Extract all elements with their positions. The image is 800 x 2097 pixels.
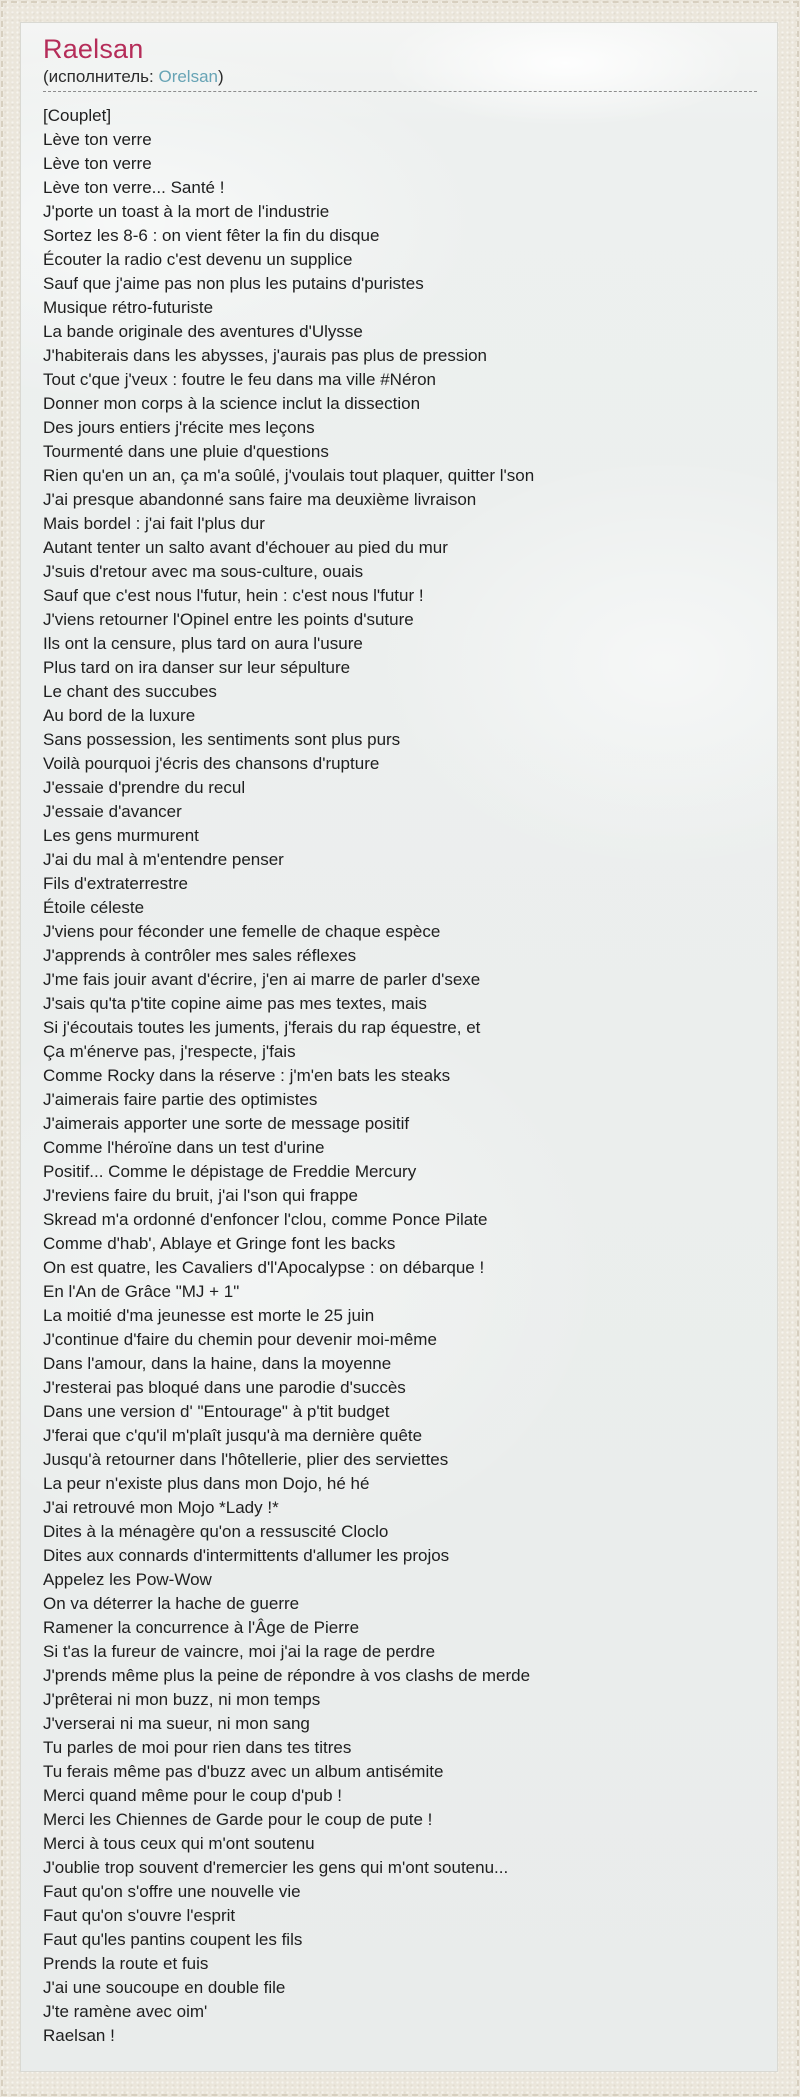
lyric-line: J'ai du mal à m'entendre penser xyxy=(43,850,284,869)
lyric-line: Prends la route et fuis xyxy=(43,1954,209,1973)
lyrics-block xyxy=(43,104,757,2048)
lyric-line: Autant tenter un salto avant d'échouer au pied du mur xyxy=(43,538,448,557)
lyric-line: Mais bordel : j'ai fait l'plus dur xyxy=(43,514,265,533)
performer-suffix: ) xyxy=(218,67,224,86)
lyric-line: J'essaie d'prendre du recul xyxy=(43,778,246,797)
lyric-line: Étoile céleste xyxy=(43,898,145,917)
lyric-line: J'ai retrouvé mon Mojo *Lady !* xyxy=(43,1498,279,1517)
lyric-line: J'suis d'retour avec ma sous-culture, ouais xyxy=(43,562,364,581)
lyric-line: Fils d'extraterrestre xyxy=(43,874,188,893)
lyric-line: J'aimerais apporter une sorte de message positif xyxy=(43,1114,410,1133)
lyric-line: Comme d'hab', Ablaye et Gringe font les backs xyxy=(43,1234,396,1253)
performer-prefix: (исполнитель: xyxy=(43,67,159,86)
lyric-line: Tout c'que j'veux : foutre le feu dans ma ville #Néron xyxy=(43,370,436,389)
lyric-line: J'prends même plus la peine de répondre à vos clashs de merde xyxy=(43,1666,531,1685)
lyric-line: Dans l'amour, dans la haine, dans la moyenne xyxy=(43,1354,392,1373)
lyric-line: Faut qu'les pantins coupent les fils xyxy=(43,1930,303,1949)
lyric-line: Comme Rocky dans la réserve : j'm'en bats les steaks xyxy=(43,1066,451,1085)
lyric-line: Tu parles de moi pour rien dans tes titres xyxy=(43,1738,352,1757)
content-panel xyxy=(20,22,778,2072)
lyric-line: Lève ton verre xyxy=(43,154,152,173)
lyric-line: Merci à tous ceux qui m'ont soutenu xyxy=(43,1834,315,1853)
lyric-line: J'me fais jouir avant d'écrire, j'en ai marre de parler d'sexe xyxy=(43,970,481,989)
lyric-line: Comme l'héroïne dans un test d'urine xyxy=(43,1138,325,1157)
lyric-line: J'reviens faire du bruit, j'ai l'son qui frappe xyxy=(43,1186,358,1205)
lyric-line: J'resterai pas bloqué dans une parodie d'succès xyxy=(43,1378,406,1397)
lyric-line: J'essaie d'avancer xyxy=(43,802,182,821)
lyric-line: Positif... Comme le dépistage de Freddie Mercury xyxy=(43,1162,417,1181)
lyric-line: Si j'écoutais toutes les juments, j'ferais du rap équestre, et xyxy=(43,1018,481,1037)
lyric-line: Musique rétro-futuriste xyxy=(43,298,214,317)
lyric-line: Appelez les Pow-Wow xyxy=(43,1570,212,1589)
lyric-line: Les gens murmurent xyxy=(43,826,199,845)
lyric-line: Sauf que j'aime pas non plus les putains d'puristes xyxy=(43,274,424,293)
lyric-line: J'ferai que c'qu'il m'plaît jusqu'à ma dernière quête xyxy=(43,1426,423,1445)
lyric-line: J'porte un toast à la mort de l'industrie xyxy=(43,202,330,221)
lyric-line: La moitié d'ma jeunesse est morte le 25 juin xyxy=(43,1306,375,1325)
lyric-line: J'aimerais faire partie des optimistes xyxy=(43,1090,318,1109)
lyric-line: Si t'as la fureur de vaincre, moi j'ai la rage de perdre xyxy=(43,1642,436,1661)
lyric-line: Faut qu'on s'offre une nouvelle vie xyxy=(43,1882,301,1901)
lyric-line: J'te ramène avec oim' xyxy=(43,2002,208,2021)
lyric-line: Lève ton verre xyxy=(43,130,152,149)
lyric-line: J'viens retourner l'Opinel entre les points d'suture xyxy=(43,610,414,629)
lyric-line: J'apprends à contrôler mes sales réflexes xyxy=(43,946,357,965)
lyric-line: Tourmenté dans une pluie d'questions xyxy=(43,442,329,461)
lyric-line: La peur n'existe plus dans mon Dojo, hé hé xyxy=(43,1474,370,1493)
lyric-line: Écouter la radio c'est devenu un supplice xyxy=(43,250,353,269)
lyric-line: Ils ont la censure, plus tard on aura l'usure xyxy=(43,634,363,653)
lyric-line: En l'An de Grâce "MJ + 1" xyxy=(43,1282,240,1301)
lyric-line: On est quatre, les Cavaliers d'l'Apocalypse : on débarque ! xyxy=(43,1258,485,1277)
lyric-line: Sauf que c'est nous l'futur, hein : c'est nous l'futur ! xyxy=(43,586,424,605)
lyric-line: Faut qu'on s'ouvre l'esprit xyxy=(43,1906,236,1925)
lyric-line: J'verserai ni ma sueur, ni mon sang xyxy=(43,1714,310,1733)
lyric-line: J'ai presque abandonné sans faire ma deuxième livraison xyxy=(43,490,477,509)
lyric-line: Lève ton verre... Santé ! xyxy=(43,178,225,197)
lyric-line: Voilà pourquoi j'écris des chansons d'rupture xyxy=(43,754,380,773)
performer-line xyxy=(43,65,757,92)
lyric-line: Au bord de la luxure xyxy=(43,706,196,725)
lyric-line: Sans possession, les sentiments sont plus purs xyxy=(43,730,401,749)
lyric-line: J'viens pour féconder une femelle de chaque espèce xyxy=(43,922,441,941)
lyric-line: Sortez les 8-6 : on vient fêter la fin du disque xyxy=(43,226,380,245)
lyric-line: Rien qu'en un an, ça m'a soûlé, j'voulais tout plaquer, quitter l'son xyxy=(43,466,535,485)
lyric-line: J'prêterai ni mon buzz, ni mon temps xyxy=(43,1690,321,1709)
lyric-line: Dans une version d' "Entourage" à p'tit budget xyxy=(43,1402,390,1421)
lyric-line: Plus tard on ira danser sur leur sépulture xyxy=(43,658,351,677)
lyric-line: Dites à la ménagère qu'on a ressuscité Cloclo xyxy=(43,1522,389,1541)
lyric-line: Skread m'a ordonné d'enfoncer l'clou, comme Ponce Pilate xyxy=(43,1210,488,1229)
lyric-line: Dites aux connards d'intermittents d'allumer les projos xyxy=(43,1546,450,1565)
lyric-line: Ramener la concurrence à l'Âge de Pierre xyxy=(43,1618,360,1637)
lyric-line: J'continue d'faire du chemin pour devenir moi-même xyxy=(43,1330,437,1349)
lyric-line: Raelsan ! xyxy=(43,2026,115,2045)
song-title: Raelsan xyxy=(43,34,144,64)
lyric-line: [Couplet] xyxy=(43,106,112,125)
lyric-line: Tu ferais même pas d'buzz avec un album antisémite xyxy=(43,1762,444,1781)
lyric-line: Ça m'énerve pas, j'respecte, j'fais xyxy=(43,1042,296,1061)
lyric-line: Le chant des succubes xyxy=(43,682,217,701)
lyric-line: J'oublie trop souvent d'remercier les gens qui m'ont soutenu... xyxy=(43,1858,509,1877)
lyric-line: Des jours entiers j'récite mes leçons xyxy=(43,418,315,437)
lyric-line: Jusqu'à retourner dans l'hôtellerie, plier des serviettes xyxy=(43,1450,449,1469)
lyric-line: La bande originale des aventures d'Ulysse xyxy=(43,322,363,341)
lyric-line: J'sais qu'ta p'tite copine aime pas mes textes, mais xyxy=(43,994,427,1013)
lyric-line: Donner mon corps à la science inclut la dissection xyxy=(43,394,421,413)
artist-link[interactable]: Orelsan xyxy=(158,67,218,86)
lyric-line: J'habiterais dans les abysses, j'aurais pas plus de pression xyxy=(43,346,488,365)
lyric-line: J'ai une soucoupe en double file xyxy=(43,1978,286,1997)
lyric-line: Merci quand même pour le coup d'pub ! xyxy=(43,1786,343,1805)
lyric-line: On va déterrer la hache de guerre xyxy=(43,1594,300,1613)
lyric-line: Merci les Chiennes de Garde pour le coup de pute ! xyxy=(43,1810,433,1829)
